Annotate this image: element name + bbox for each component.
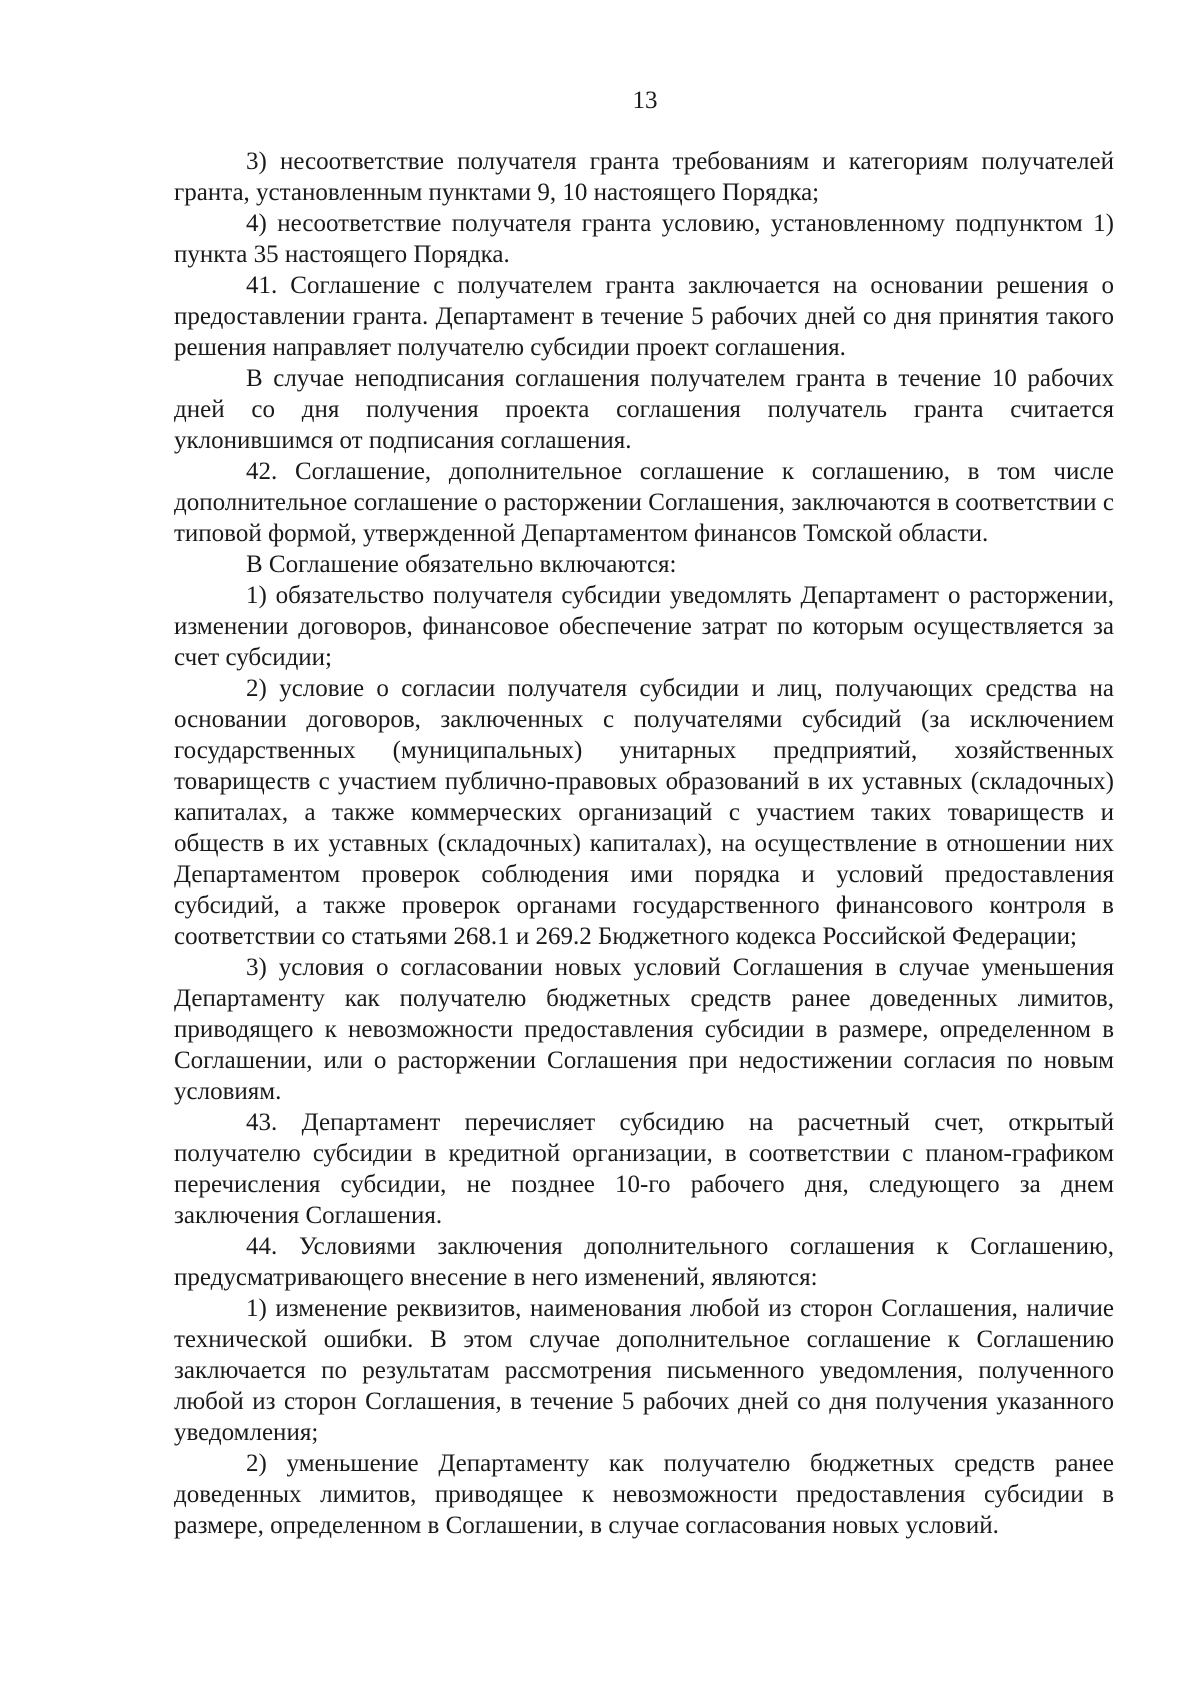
paragraph-item-3: 3) несоответствие получателя гранта требованиям и категориям получателей гранта, установленным пунктами 9, 10 настоящего Порядка;	[174, 148, 1114, 206]
paragraph-clause-41-refusal: В случае неподписания соглашения получателем гранта в течение 10 рабочих дней со дня получения проекта соглашения получатель гранта считается уклонившимся от подписания соглашения.	[174, 365, 1114, 454]
paragraph-clause-42-item-3: 3) условия о согласовании новых условий Соглашения в случае уменьшения Департаменту как получателю бюджетных средств ранее доведенных лимитов, приводящего к невозможности предоставления субсидии в размере, определенном в Соглашении, или о расторжении Соглашения при недостижении согласия по новым условиям.	[174, 954, 1114, 1105]
page-number: 13	[632, 87, 658, 114]
paragraph-clause-42: 42. Соглашение, дополнительное соглашение к соглашению, в том числе дополнительное соглашение о расторжении Соглашения, заключаются в соответствии с типовой формой, утвержденной Департаментом финансов Томской области.	[174, 458, 1114, 547]
paragraph-clause-42-includes: В Соглашение обязательно включаются:	[246, 551, 677, 578]
paragraph-item-4: 4) несоответствие получателя гранта условию, установленному подпунктом 1) пункта 35 настоящего Порядка.	[174, 210, 1114, 268]
document-body	[174, 146, 1114, 1541]
paragraph-clause-44-item-1: 1) изменение реквизитов, наименования любой из сторон Соглашения, наличие технической ошибки. В этом случае дополнительное соглашение к Соглашению заключается по результатам рассмотрения письменного уведомления, полученного любой из сторон Соглашения, в течение 5 рабочих дней со дня получения указанного уведомления;	[174, 1295, 1114, 1446]
paragraph-clause-42-item-2: 2) условие о согласии получателя субсидии и лиц, получающих средства на основании договоров, заключенных с получателями субсидий (за исключением государственных (муниципальных) унитарных предприятий, хозяйственных товариществ с участием публично-правовых образований в их уставных (складочных) капиталах, а также коммерческих организаций с участием таких товариществ и обществ в их уставных (складочных) капиталах), на осуществление в отношении них Департаментом проверок соблюдения ими порядка и условий предоставления субсидий, а также проверок органами государственного финансового контроля в соответствии со статьями 268.1 и 269.2 Бюджетного кодекса Российской Федерации;	[174, 675, 1114, 950]
paragraph-clause-43: 43. Департамент перечисляет субсидию на расчетный счет, открытый получателю субсидии в кредитной организации, в соответствии с планом-графиком перечисления субсидии, не позднее 10-го рабочего дня, следующего за днем заключения Соглашения.	[174, 1109, 1114, 1229]
paragraph-clause-44-item-2: 2) уменьшение Департаменту как получателю бюджетных средств ранее доведенных лимитов, приводящее к невозможности предоставления субсидии в размере, определенном в Соглашении, в случае согласования новых условий.	[174, 1450, 1114, 1539]
paragraph-clause-41: 41. Соглашение с получателем гранта заключается на основании решения о предоставлении гранта. Департамент в течение 5 рабочих дней со дня принятия такого решения направляет получателю субсидии проект соглашения.	[174, 272, 1114, 361]
paragraph-clause-42-item-1: 1) обязательство получателя субсидии уведомлять Департамент о расторжении, изменении договоров, финансовое обеспечение затрат по которым осуществляется за счет субсидии;	[174, 582, 1114, 671]
paragraph-clause-44: 44. Условиями заключения дополнительного соглашения к Соглашению, предусматривающего внесение в него изменений, являются:	[174, 1233, 1114, 1291]
